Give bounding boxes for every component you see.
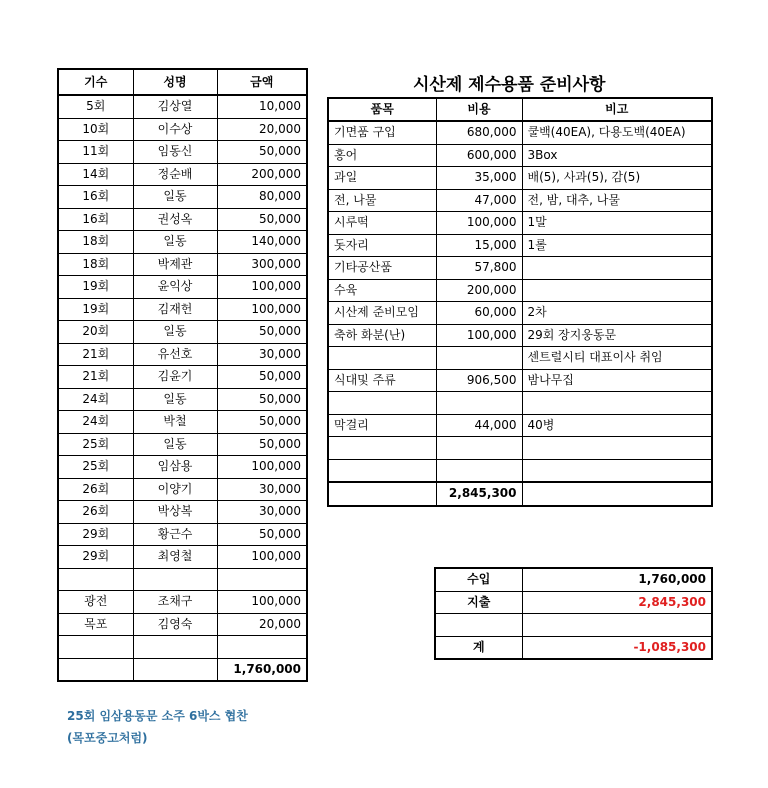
donor-cell: 50,000 (217, 411, 307, 434)
donor-cell: 50,000 (217, 388, 307, 411)
donor-cell: 19회 (58, 298, 133, 321)
donor-row (58, 141, 307, 164)
donor-cell: 10,000 (217, 95, 307, 118)
donor-cell: 26회 (58, 478, 133, 501)
expense-row (328, 414, 712, 437)
donor-header-cohort: 기수 (58, 69, 133, 95)
donor-cell: 100,000 (217, 591, 307, 614)
donor-cell (133, 568, 217, 591)
expense-body (328, 121, 712, 482)
expense-cell: 센트럴시티 대표이사 취임 (522, 347, 712, 370)
donor-cell: 300,000 (217, 253, 307, 276)
expense-cell: 시산제 준비모임 (328, 302, 436, 325)
expense-row (328, 234, 712, 257)
donor-cell: 20,000 (217, 118, 307, 141)
expense-total-blank-1 (328, 482, 436, 506)
donor-cell: 박상복 (133, 501, 217, 524)
expense-cell: 680,000 (436, 121, 522, 144)
expense-cell: 축하 화분(난) (328, 324, 436, 347)
donor-cell: 29회 (58, 523, 133, 546)
donor-row (58, 568, 307, 591)
expense-cell: 식대및 주류 (328, 369, 436, 392)
donor-row (58, 208, 307, 231)
donor-cell: 11회 (58, 141, 133, 164)
donor-row (58, 546, 307, 569)
donor-cell: 유선호 (133, 343, 217, 366)
expense-cell (328, 392, 436, 415)
donor-cell: 140,000 (217, 231, 307, 254)
donor-cell: 김영숙 (133, 613, 217, 636)
expense-row (328, 347, 712, 370)
donor-row (58, 591, 307, 614)
expense-cell: 44,000 (436, 414, 522, 437)
donor-cell (58, 636, 133, 659)
summary-blank-2 (522, 614, 712, 637)
donor-row (58, 501, 307, 524)
donor-cell: 김재헌 (133, 298, 217, 321)
donor-cell: 10회 (58, 118, 133, 141)
expense-row (328, 144, 712, 167)
donor-cell: 김윤기 (133, 366, 217, 389)
donor-cell: 50,000 (217, 141, 307, 164)
expense-cell: 1롤 (522, 234, 712, 257)
donor-cell: 100,000 (217, 456, 307, 479)
donor-cell: 19회 (58, 276, 133, 299)
expense-cell: 100,000 (436, 324, 522, 347)
expense-cell (436, 459, 522, 482)
expense-cell (436, 437, 522, 460)
sponsor-note-sub: (목포중고처럼) (67, 731, 148, 745)
donor-cell: 윤익상 (133, 276, 217, 299)
donor-total-blank-2 (133, 658, 217, 681)
donor-cell: 목포 (58, 613, 133, 636)
donor-row (58, 186, 307, 209)
summary-table (434, 567, 713, 660)
expense-total-value: 2,845,300 (436, 482, 522, 506)
expense-cell (522, 392, 712, 415)
donor-cell: 29회 (58, 546, 133, 569)
donor-cell: 권성옥 (133, 208, 217, 231)
donor-header-name: 성명 (133, 69, 217, 95)
donor-row (58, 523, 307, 546)
donor-cell: 30,000 (217, 478, 307, 501)
expense-header-item: 품목 (328, 98, 436, 121)
summary-balance-label: 계 (435, 636, 522, 659)
donor-row (58, 456, 307, 479)
donor-cell: 21회 (58, 343, 133, 366)
donor-cell: 광전 (58, 591, 133, 614)
donor-cell: 16회 (58, 208, 133, 231)
donor-cell: 25회 (58, 456, 133, 479)
expense-cell: 홍어 (328, 144, 436, 167)
expense-cell: 600,000 (436, 144, 522, 167)
donor-cell (217, 568, 307, 591)
expense-cell (522, 437, 712, 460)
expense-total-blank-2 (522, 482, 712, 506)
donor-body (58, 95, 307, 658)
summary-blank-1 (435, 614, 522, 637)
expense-row (328, 437, 712, 460)
donor-row (58, 231, 307, 254)
expense-cell: 전, 밤, 대추, 나물 (522, 189, 712, 212)
summary-expense-value: 2,845,300 (522, 591, 712, 614)
donor-cell: 21회 (58, 366, 133, 389)
expense-cell (328, 347, 436, 370)
expense-cell: 906,500 (436, 369, 522, 392)
donor-cell: 100,000 (217, 298, 307, 321)
donor-cell: 일동 (133, 186, 217, 209)
summary-income-label: 수입 (435, 568, 522, 591)
donor-row (58, 636, 307, 659)
expense-cell (436, 347, 522, 370)
donor-cell: 김상열 (133, 95, 217, 118)
donor-cell: 5회 (58, 95, 133, 118)
expense-row (328, 121, 712, 144)
donor-row (58, 95, 307, 118)
donor-row (58, 118, 307, 141)
donor-cell (58, 568, 133, 591)
expense-header-note: 비고 (522, 98, 712, 121)
donor-cell: 200,000 (217, 163, 307, 186)
donor-cell: 일동 (133, 388, 217, 411)
donor-total-blank-1 (58, 658, 133, 681)
donor-cell: 황근수 (133, 523, 217, 546)
donor-total-value: 1,760,000 (217, 658, 307, 681)
donor-table (57, 68, 308, 682)
expense-row (328, 167, 712, 190)
expense-cell: 29회 장지웅동문 (522, 324, 712, 347)
donor-cell: 30,000 (217, 343, 307, 366)
expense-cell: 60,000 (436, 302, 522, 325)
expense-cell: 1말 (522, 212, 712, 235)
donor-row (58, 321, 307, 344)
summary-expense-label: 지출 (435, 591, 522, 614)
expense-cell: 돗자리 (328, 234, 436, 257)
summary-balance-row (435, 636, 712, 659)
expense-total-row (328, 482, 712, 506)
donor-row (58, 298, 307, 321)
donor-cell: 26회 (58, 501, 133, 524)
expense-cell (522, 459, 712, 482)
expense-cell (522, 279, 712, 302)
donor-cell: 24회 (58, 411, 133, 434)
expense-cell: 35,000 (436, 167, 522, 190)
expense-cell: 57,800 (436, 257, 522, 280)
expense-cell: 막걸리 (328, 414, 436, 437)
donor-cell: 20회 (58, 321, 133, 344)
donor-row (58, 343, 307, 366)
sponsor-note: 25회 임삼용동문 소주 6박스 협찬 (67, 709, 248, 723)
donor-cell: 일동 (133, 231, 217, 254)
expense-cell: 기면품 구입 (328, 121, 436, 144)
expense-cell: 100,000 (436, 212, 522, 235)
donor-cell: 임삼용 (133, 456, 217, 479)
expense-cell: 200,000 (436, 279, 522, 302)
donor-cell: 25회 (58, 433, 133, 456)
donor-cell: 24회 (58, 388, 133, 411)
expense-row (328, 459, 712, 482)
donor-header-amount: 금액 (217, 69, 307, 95)
donor-cell: 박철 (133, 411, 217, 434)
donor-row (58, 478, 307, 501)
expense-row (328, 324, 712, 347)
expense-row (328, 189, 712, 212)
donor-cell: 16회 (58, 186, 133, 209)
expense-cell: 쿨백(40EA), 다용도백(40EA) (522, 121, 712, 144)
donor-row (58, 276, 307, 299)
summary-balance-value: -1,085,300 (522, 636, 712, 659)
donor-header-row (58, 69, 307, 95)
donor-cell (133, 636, 217, 659)
expense-row (328, 392, 712, 415)
donor-cell: 50,000 (217, 321, 307, 344)
donor-cell: 50,000 (217, 208, 307, 231)
expense-cell: 전, 나물 (328, 189, 436, 212)
donor-row (58, 388, 307, 411)
donor-cell: 100,000 (217, 276, 307, 299)
summary-expense-row (435, 591, 712, 614)
expense-cell: 시루떡 (328, 212, 436, 235)
donor-cell: 50,000 (217, 366, 307, 389)
expense-cell: 기타공산품 (328, 257, 436, 280)
expense-header-row (328, 98, 712, 121)
expense-cell: 15,000 (436, 234, 522, 257)
expense-cell: 47,000 (436, 189, 522, 212)
page-title: 시산제 제수용품 준비사항 (413, 75, 606, 95)
expense-cell: 수육 (328, 279, 436, 302)
donor-cell: 50,000 (217, 433, 307, 456)
expense-table (327, 97, 713, 507)
donor-cell: 18회 (58, 231, 133, 254)
donor-cell: 정순배 (133, 163, 217, 186)
donor-cell: 박제관 (133, 253, 217, 276)
donor-row (58, 411, 307, 434)
expense-row (328, 212, 712, 235)
donor-cell: 일동 (133, 433, 217, 456)
donor-cell: 일동 (133, 321, 217, 344)
donor-row (58, 613, 307, 636)
donor-cell: 이수상 (133, 118, 217, 141)
expense-cell (328, 459, 436, 482)
donor-row (58, 366, 307, 389)
expense-cell: 배(5), 사과(5), 감(5) (522, 167, 712, 190)
expense-row (328, 279, 712, 302)
expense-cell: 2차 (522, 302, 712, 325)
donor-cell: 14회 (58, 163, 133, 186)
expense-cell: 밤나무집 (522, 369, 712, 392)
donor-row (58, 433, 307, 456)
expense-cell: 3Box (522, 144, 712, 167)
summary-income-value: 1,760,000 (522, 568, 712, 591)
donor-cell: 50,000 (217, 523, 307, 546)
expense-cell (436, 392, 522, 415)
donor-cell: 18회 (58, 253, 133, 276)
summary-income-row (435, 568, 712, 591)
donor-row (58, 163, 307, 186)
summary-blank-row (435, 614, 712, 637)
donor-cell: 100,000 (217, 546, 307, 569)
donor-cell: 조채구 (133, 591, 217, 614)
expense-cell (328, 437, 436, 460)
donor-cell: 30,000 (217, 501, 307, 524)
expense-cell: 과일 (328, 167, 436, 190)
donor-cell: 이양기 (133, 478, 217, 501)
donor-cell: 임동신 (133, 141, 217, 164)
expense-row (328, 257, 712, 280)
donor-total-row (58, 658, 307, 681)
donor-cell (217, 636, 307, 659)
expense-row (328, 302, 712, 325)
expense-cell: 40병 (522, 414, 712, 437)
donor-cell: 20,000 (217, 613, 307, 636)
donor-row (58, 253, 307, 276)
donor-cell: 80,000 (217, 186, 307, 209)
expense-header-cost: 비용 (436, 98, 522, 121)
expense-row (328, 369, 712, 392)
expense-cell (522, 257, 712, 280)
donor-cell: 최영철 (133, 546, 217, 569)
